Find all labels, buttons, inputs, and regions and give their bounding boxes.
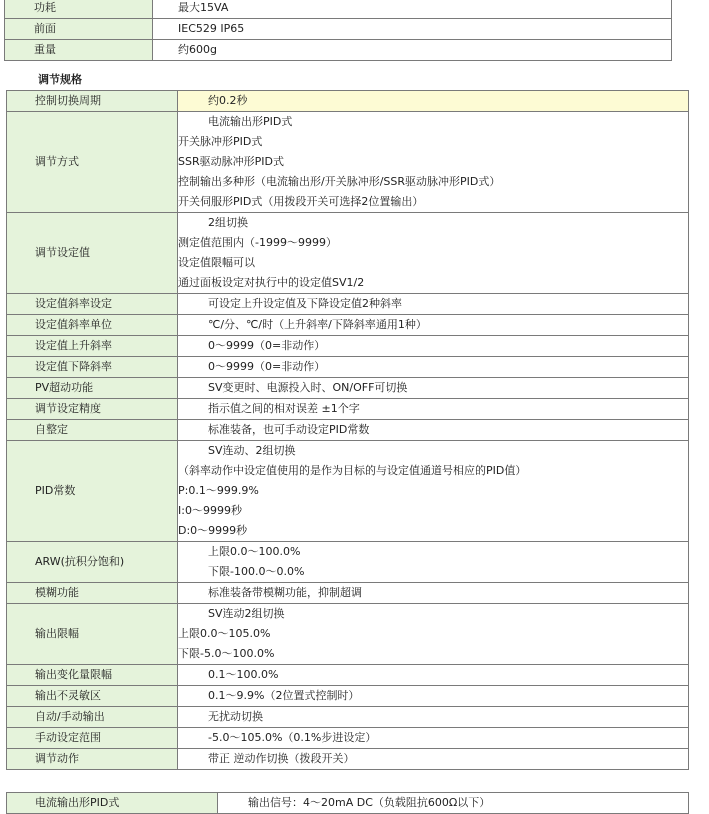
spec-value: 无扰动切换: [178, 707, 689, 728]
spec-value-line: 通过面板设定对执行中的设定值SV1/2: [178, 276, 365, 289]
spec-value: SV变更时、电源投入时、ON/OFF可切换: [178, 378, 689, 399]
spec-label: 调节方式: [7, 112, 178, 213]
spec-value-line: 2组切换: [208, 216, 248, 229]
spec-value-line: 上限0.0～100.0%: [208, 545, 301, 558]
table-row: [7, 336, 689, 357]
spec-value-line: 上限0.0～105.0%: [178, 627, 271, 640]
spec-label: 控制切换周期: [7, 91, 178, 112]
control-specs-table: [6, 90, 689, 770]
spec-value: 标准装备带模糊功能，抑制超调: [178, 583, 689, 604]
spec-value-line: （斜率动作中设定值使用的是作为目标的与设定值通道号相应的PID值）: [178, 464, 527, 477]
spec-label: 输出限幅: [7, 604, 178, 665]
spec-label: PID常数: [7, 441, 178, 542]
spec-value: [178, 441, 689, 542]
spec-value-line: 测定值范围内（-1999～9999）: [178, 236, 337, 249]
general-specs-table: [4, 0, 672, 61]
table-row: [7, 749, 689, 770]
spec-value: [178, 542, 689, 583]
spec-value: 指示值之间的相对误差 ±1个字: [178, 399, 689, 420]
output-specs-table: [6, 792, 689, 814]
table-row: [7, 420, 689, 441]
spec-value: 最大15VA: [153, 0, 672, 19]
spec-value-line: 电流输出形PID式: [208, 115, 293, 128]
spec-label: 设定值斜率单位: [7, 315, 178, 336]
spec-label: 模糊功能: [7, 583, 178, 604]
spec-value: IEC529 IP65: [153, 19, 672, 40]
table-row: [5, 0, 672, 19]
table-row: [7, 357, 689, 378]
spec-value-line: P:0.1～999.9%: [178, 484, 259, 497]
spec-label: 调节设定精度: [7, 399, 178, 420]
spec-label: 电流输出形PID式: [7, 793, 218, 814]
spec-value: 0.1～100.0%: [178, 665, 689, 686]
spec-value-line: 下限-5.0～100.0%: [178, 647, 275, 660]
spec-value-line: 开关伺服形PID式（用拨段开关可选择2位置输出）: [178, 195, 424, 208]
table-row: [5, 19, 672, 40]
spec-value-line: SV连动2组切换: [208, 607, 285, 620]
spec-value: ℃/分、℃/时（上升斜率/下降斜率通用1种）: [178, 315, 689, 336]
spec-label: ARW(抗积分饱和): [7, 542, 178, 583]
spec-value: 输出信号：4～20mA DC（负载阻抗600Ω以下）: [218, 793, 689, 814]
spec-label: 调节设定值: [7, 213, 178, 294]
spec-value: 0～9999（0=非动作）: [178, 357, 689, 378]
table-row: [7, 728, 689, 749]
section-title: 调节规格: [38, 73, 82, 86]
spec-label: 设定值下降斜率: [7, 357, 178, 378]
table-row: [7, 91, 689, 112]
spec-label: PV超动功能: [7, 378, 178, 399]
spec-label: 功耗: [5, 0, 153, 19]
table-row: [7, 399, 689, 420]
spec-value-line: D:0～9999秒: [178, 524, 248, 537]
table-row: [7, 793, 689, 814]
spec-label: 输出变化量限幅: [7, 665, 178, 686]
spec-label: 手动设定范围: [7, 728, 178, 749]
table-row: [7, 213, 689, 294]
table-row: [7, 294, 689, 315]
spec-value: [178, 112, 689, 213]
table-row: [7, 686, 689, 707]
spec-label: 前面: [5, 19, 153, 40]
table-row: [7, 315, 689, 336]
spec-value: 可设定上升设定值及下降设定值2种斜率: [178, 294, 689, 315]
spec-value-line: 开关脉冲形PID式: [178, 135, 263, 148]
spec-value: [178, 604, 689, 665]
spec-value: 0～9999（0=非动作）: [178, 336, 689, 357]
spec-value-line: I:0～9999秒: [178, 504, 242, 517]
spec-value: 标准装备，也可手动设定PID常数: [178, 420, 689, 441]
spec-value: 0.1～9.9%（2位置式控制时）: [178, 686, 689, 707]
spec-value-line: 设定值限幅可以: [178, 256, 255, 269]
spec-label: 设定值上升斜率: [7, 336, 178, 357]
spec-value-line: SV连动、2组切换: [208, 444, 296, 457]
spec-label: 输出不灵敏区: [7, 686, 178, 707]
spec-label: 重量: [5, 40, 153, 61]
spec-label: 自动/手动输出: [7, 707, 178, 728]
table-row: [7, 583, 689, 604]
spec-value-line: 控制输出多种形（电流输出形/开关脉冲形/SSR驱动脉冲形PID式）: [178, 175, 501, 188]
table-row: [5, 40, 672, 61]
spec-label: 自整定: [7, 420, 178, 441]
spec-value: 带正 逆动作切换（拨段开关）: [178, 749, 689, 770]
spec-value: [178, 213, 689, 294]
table-row: [7, 707, 689, 728]
spec-value: -5.0～105.0%（0.1%步进设定）: [178, 728, 689, 749]
table-row: [7, 665, 689, 686]
spec-value: 约600g: [153, 40, 672, 61]
spec-value: 约0.2秒: [178, 91, 689, 112]
table-row: [7, 441, 689, 542]
spec-value-line: 下限-100.0～0.0%: [208, 565, 305, 578]
table-row: [7, 112, 689, 213]
spec-label: 调节动作: [7, 749, 178, 770]
table-row: [7, 604, 689, 665]
spec-value-line: SSR驱动脉冲形PID式: [178, 155, 284, 168]
table-row: [7, 378, 689, 399]
table-row: [7, 542, 689, 583]
spec-label: 设定值斜率设定: [7, 294, 178, 315]
